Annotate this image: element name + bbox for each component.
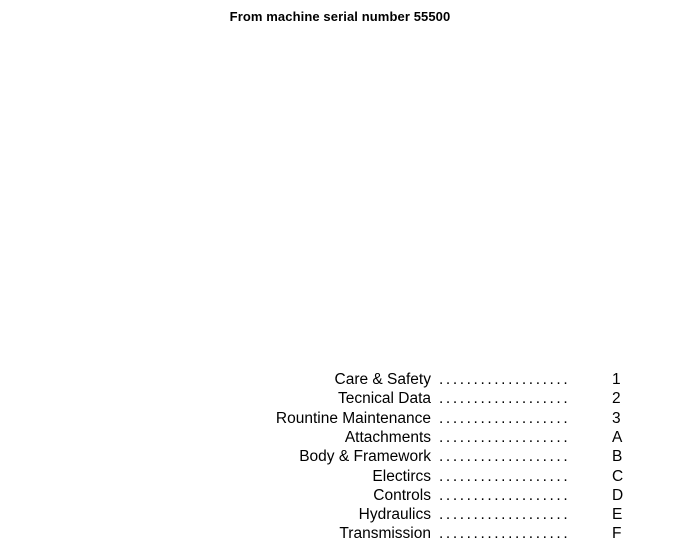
toc-section-ref: 3 xyxy=(612,409,621,427)
toc-section-ref: 1 xyxy=(612,371,621,388)
toc-entry-controls[interactable] xyxy=(0,486,680,505)
table-of-contents xyxy=(0,370,680,543)
toc-entry-technical-data[interactable] xyxy=(0,389,680,408)
toc-entry-title: Transmission xyxy=(339,525,431,543)
toc-entry-title: Body & Framework xyxy=(299,448,431,466)
toc-dot-leader: ................... xyxy=(439,448,571,466)
toc-section-ref: B xyxy=(612,448,623,466)
toc-dot-leader: ................... xyxy=(439,390,571,408)
toc-section-ref: F xyxy=(612,525,622,543)
toc-entry-title: Controls xyxy=(373,486,431,504)
toc-dot-leader: ................... xyxy=(439,409,571,427)
toc-entry-transmission[interactable] xyxy=(0,524,680,543)
toc-section-ref: A xyxy=(612,428,623,446)
toc-entry-title: Electircs xyxy=(372,467,431,485)
toc-dot-leader: ................... xyxy=(439,486,571,504)
toc-entry-title: Hydraulics xyxy=(358,506,431,524)
toc-dot-leader: ................... xyxy=(439,467,571,485)
toc-entry-title: Attachments xyxy=(344,428,431,446)
toc-section-ref: E xyxy=(612,506,623,524)
toc-entry-hydraulics[interactable] xyxy=(0,505,680,524)
toc-dot-leader: ................... xyxy=(439,371,571,388)
toc-section-ref: D xyxy=(612,486,624,504)
toc-entry-routine-maintenance[interactable] xyxy=(0,409,680,428)
toc-entry-title: Rountine Maintenance xyxy=(275,409,431,427)
toc-section-ref: C xyxy=(612,467,624,485)
toc-dot-leader: ................... xyxy=(439,506,571,524)
toc-dot-leader: ................... xyxy=(439,428,571,446)
toc-entry-attachments[interactable] xyxy=(0,428,680,447)
toc-dot-leader: ................... xyxy=(439,525,571,543)
toc-entry-title: Care & Safety xyxy=(334,371,431,388)
toc-entry-care-safety[interactable] xyxy=(0,370,680,389)
toc-entry-title: Tecnical Data xyxy=(337,390,431,408)
toc-entry-electrics[interactable] xyxy=(0,467,680,486)
page-header: From machine serial number 55500 xyxy=(229,9,451,24)
toc-section-ref: 2 xyxy=(612,390,621,408)
toc-entry-body-framework[interactable] xyxy=(0,447,680,466)
